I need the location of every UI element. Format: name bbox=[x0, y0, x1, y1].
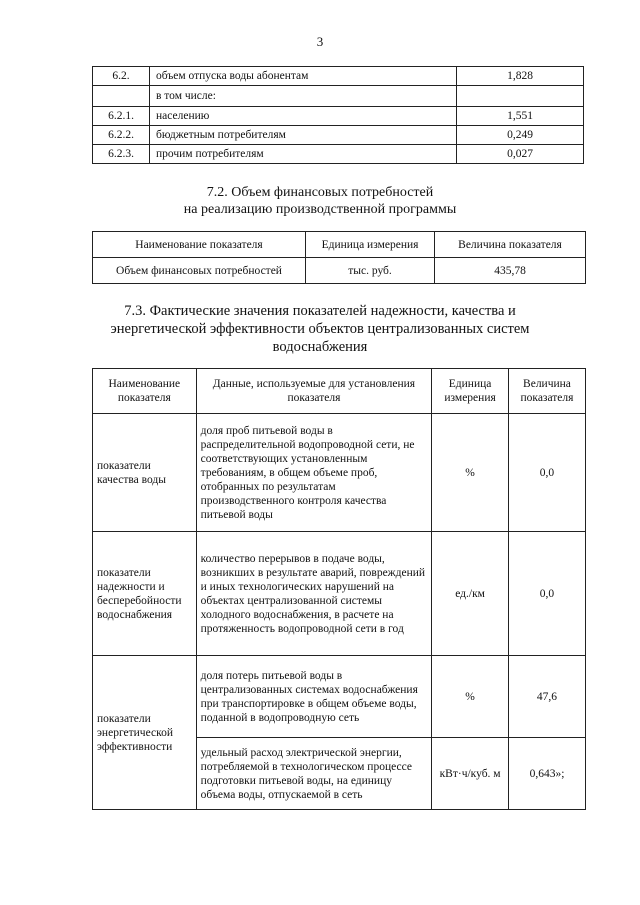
column-header: Наименование показателя bbox=[93, 369, 197, 414]
heading-line: водоснабжения bbox=[272, 339, 368, 355]
table-row bbox=[93, 67, 584, 86]
table-row bbox=[93, 656, 586, 738]
section-7-3-heading bbox=[0, 302, 640, 356]
table-row bbox=[93, 126, 584, 145]
row-name: объем отпуска воды абонентам bbox=[150, 67, 457, 86]
data-cell: количество перерывов в подаче воды, возникших в результате аварий, повреждений и иных технологических нарушений на объектах централизованной системы холодного водоснабжения, в расчете на протяженность водопроводной сети в год bbox=[196, 532, 432, 656]
table-row bbox=[93, 258, 586, 284]
table-row bbox=[93, 414, 586, 532]
column-header: Наименование показателя bbox=[93, 232, 306, 258]
row-code: 6.2.2. bbox=[93, 126, 150, 145]
row-value: 0,249 bbox=[457, 126, 584, 145]
row-code: 6.2.3. bbox=[93, 145, 150, 164]
column-header: Единица измерения bbox=[306, 232, 435, 258]
unit-cell: % bbox=[432, 414, 509, 532]
column-header: Величина показателя bbox=[508, 369, 585, 414]
table-row bbox=[93, 532, 586, 656]
heading-line: 7.3. Фактические значения показателей надежности, качества и bbox=[124, 303, 516, 319]
category-cell: показатели надежности и бесперебойности водоснабжения bbox=[93, 532, 197, 656]
row-value bbox=[457, 86, 584, 107]
table-header-row bbox=[93, 369, 586, 414]
value-cell: 0,643»; bbox=[508, 738, 585, 810]
heading-line: на реализацию производственной программы bbox=[183, 202, 457, 217]
table-row bbox=[93, 107, 584, 126]
row-value: 1,551 bbox=[457, 107, 584, 126]
indicators-table bbox=[92, 368, 586, 810]
financial-needs-table bbox=[92, 231, 586, 284]
indicator-unit: тыс. руб. bbox=[306, 258, 435, 284]
row-value: 0,027 bbox=[457, 145, 584, 164]
row-name: прочим потребителям bbox=[150, 145, 457, 164]
row-name: бюджетным потребителям bbox=[150, 126, 457, 145]
heading-line: энергетической эффективности объектов централизованных систем bbox=[110, 321, 530, 337]
row-name: в том числе: bbox=[150, 86, 457, 107]
category-cell: показатели энергетической эффективности bbox=[93, 656, 197, 810]
value-cell: 0,0 bbox=[508, 532, 585, 656]
row-code bbox=[93, 86, 150, 107]
row-code: 6.2.1. bbox=[93, 107, 150, 126]
value-cell: 47,6 bbox=[508, 656, 585, 738]
column-header: Единица измерения bbox=[432, 369, 509, 414]
indicator-name: Объем финансовых потребностей bbox=[93, 258, 306, 284]
column-header: Величина показателя bbox=[435, 232, 586, 258]
section-7-2-heading bbox=[0, 184, 640, 218]
heading-line: 7.2. Объем финансовых потребностей bbox=[206, 185, 434, 200]
table-row bbox=[93, 145, 584, 164]
value-cell: 0,0 bbox=[508, 414, 585, 532]
row-value: 1,828 bbox=[457, 67, 584, 86]
row-name: населению bbox=[150, 107, 457, 126]
unit-cell: ед./км bbox=[432, 532, 509, 656]
water-supply-volume-table bbox=[92, 66, 584, 164]
unit-cell: % bbox=[432, 656, 509, 738]
data-cell: доля проб питьевой воды в распределительной водопроводной сети, не соответствующих установленным требованиям, в общем объеме проб, отобранных по результатам производственного контроля качества питьевой воды bbox=[196, 414, 432, 532]
table-header-row bbox=[93, 232, 586, 258]
table-row bbox=[93, 86, 584, 107]
category-cell: показатели качества воды bbox=[93, 414, 197, 532]
indicator-value: 435,78 bbox=[435, 258, 586, 284]
row-code: 6.2. bbox=[93, 67, 150, 86]
data-cell: удельный расход электрической энергии, потребляемой в технологическом процессе подготовки питьевой воды, на единицу объема воды, отпускаемой в сеть bbox=[196, 738, 432, 810]
data-cell: доля потерь питьевой воды в централизованных системах водоснабжения при транспортировке в общем объеме воды, поданной в водопроводную сеть bbox=[196, 656, 432, 738]
column-header: Данные, используемые для установления показателя bbox=[196, 369, 432, 414]
page-number: 3 bbox=[316, 34, 324, 49]
unit-cell: кВт·ч/куб. м bbox=[432, 738, 509, 810]
